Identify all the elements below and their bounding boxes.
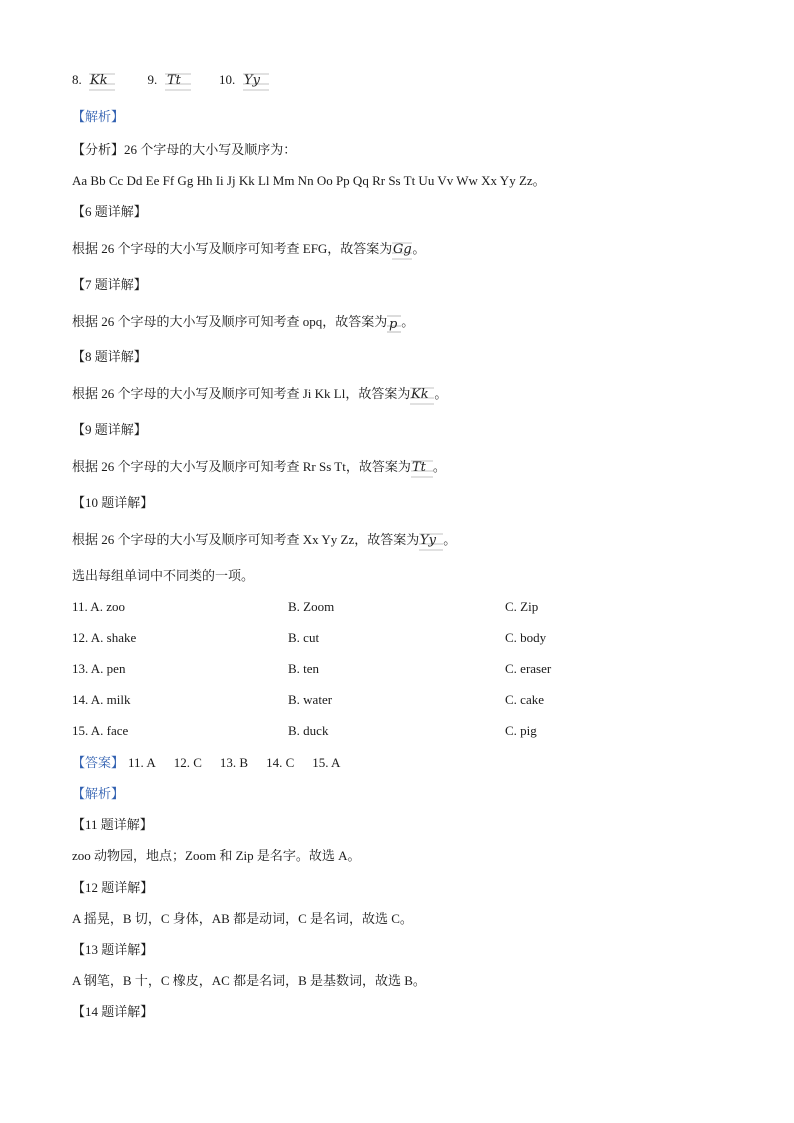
svg-text:Kk: Kk [90, 73, 108, 88]
instruction-text: 选出每组单词中不同类的一项。 [72, 568, 255, 583]
svg-text:Yy: Yy [243, 73, 260, 88]
detail-heading-8: 【8 题详解】 [72, 349, 147, 364]
answer-12: 12. C [173, 755, 202, 770]
svg-text:Yy: Yy [420, 533, 437, 548]
answer-num-8: 8. [72, 71, 82, 87]
detail-line-6: 根据 26 个字母的大小写及顺序可知考查 EFG，故答案为 Gg 。 [72, 239, 425, 261]
detail-heading-11: 【11 题详解】 [72, 817, 153, 832]
detail-heading-13: 【13 题详解】 [72, 942, 154, 957]
handwritten-tt-answer [165, 70, 191, 92]
answer-15: 15. A [312, 755, 341, 770]
detail-heading-9: 【9 题详解】 [72, 422, 147, 437]
alphabet-text: Aa Bb Cc Dd Ee Ff Gg Hh Ii Jj Kk Ll Mm Nn Oo Pp Qq Rr Ss Tt Uu Vv Ww Xx Yy Zz。 [72, 173, 546, 188]
q11-option-c: C. Zip [505, 599, 539, 614]
detail-text-11: zoo 动物园，地点；Zoom 和 Zip 是名字。故选 A。 [72, 848, 361, 863]
q12-option-a: 12. A. shake [72, 630, 137, 645]
detail-line-9: 根据 26 个字母的大小写及顺序可知考查 Rr Ss Tt，故答案为 Tt 。 [72, 457, 446, 479]
handwritten-kk-answer-2 [410, 384, 434, 406]
detail-heading-12: 【12 题详解】 [72, 880, 154, 895]
q11-option-b: B. Zoom [288, 599, 335, 614]
q14-option-b: B. water [288, 692, 333, 707]
q13-option-c: C. eraser [505, 661, 552, 676]
answer-label: 【答案】 [72, 755, 125, 770]
q12-option-c: C. body [505, 630, 547, 645]
detail-text-9: 根据 26 个字母的大小写及顺序可知考查 Rr Ss Tt，故答案为 [72, 458, 411, 474]
q14-option-c: C. cake [505, 692, 544, 707]
detail-heading-14: 【14 题详解】 [72, 1004, 154, 1019]
detail-line-10: 根据 26 个字母的大小写及顺序可知考查 Xx Yy Zz，故答案为 Yy 。 [72, 530, 456, 552]
handwritten-kk-answer [89, 70, 115, 92]
q12-option-b: B. cut [288, 630, 320, 645]
answer-14: 14. C [266, 755, 295, 770]
detail-line-7: 根据 26 个字母的大小写及顺序可知考查 opq，故答案为 p 。 [72, 313, 415, 332]
handwritten-p-answer [387, 312, 401, 334]
detail-line-8: 根据 26 个字母的大小写及顺序可知考查 Ji Kk Ll，故答案为 Kk 。 [72, 384, 447, 406]
detail-heading-6: 【6 题详解】 [72, 204, 147, 219]
q13-option-a: 13. A. pen [72, 661, 126, 676]
handwritten-tt-answer-2 [411, 457, 433, 479]
svg-text:Gg: Gg [393, 242, 413, 257]
q15-option-c: C. pig [505, 723, 537, 738]
q14-option-a: 14. A. milk [72, 692, 131, 707]
detail-text-6: 根据 26 个字母的大小写及顺序可知考查 EFG，故答案为 [72, 240, 393, 256]
jiexi-heading-1: 【解析】 [72, 109, 125, 124]
q15-option-b: B. duck [288, 723, 329, 738]
svg-text:Tt: Tt [166, 73, 181, 88]
q11-option-a: 11. A. zoo [72, 599, 125, 614]
jiexi-heading-2: 【解析】 [72, 786, 125, 801]
top-answers-row [72, 70, 269, 92]
answer-row [72, 754, 358, 772]
svg-text:Tt: Tt [411, 460, 426, 475]
detail-heading-10: 【10 题详解】 [72, 495, 154, 510]
fenxi-text: 【分析】26 个字母的大小写及顺序为： [72, 142, 297, 157]
detail-text-12: A 摇晃，B 切，C 身体，AB 都是动词，C 是名词，故选 C。 [72, 911, 413, 926]
detail-text-10: 根据 26 个字母的大小写及顺序可知考查 Xx Yy Zz，故答案为 [72, 531, 420, 547]
handwritten-yy-answer-2 [419, 530, 443, 552]
answer-11: 11. A [128, 755, 156, 770]
detail-heading-7: 【7 题详解】 [72, 277, 147, 292]
q13-option-b: B. ten [288, 661, 320, 676]
svg-text:Kk: Kk [411, 387, 429, 402]
q15-option-a: 15. A. face [72, 723, 129, 738]
answer-num-9: 9. [147, 71, 158, 87]
answer-num-10: 10. [219, 71, 236, 87]
handwritten-gg-answer [392, 239, 412, 261]
detail-text-13: A 钢笔，B 十，C 橡皮，AC 都是名词，B 是基数词，故选 B。 [72, 973, 426, 988]
answer-13: 13. B [219, 755, 249, 770]
detail-text-7: 根据 26 个字母的大小写及顺序可知考查 opq，故答案为 [72, 313, 388, 329]
svg-text:p: p [389, 317, 398, 332]
detail-text-8: 根据 26 个字母的大小写及顺序可知考查 Ji Kk Ll，故答案为 [72, 385, 411, 401]
handwritten-yy-answer [243, 70, 269, 92]
